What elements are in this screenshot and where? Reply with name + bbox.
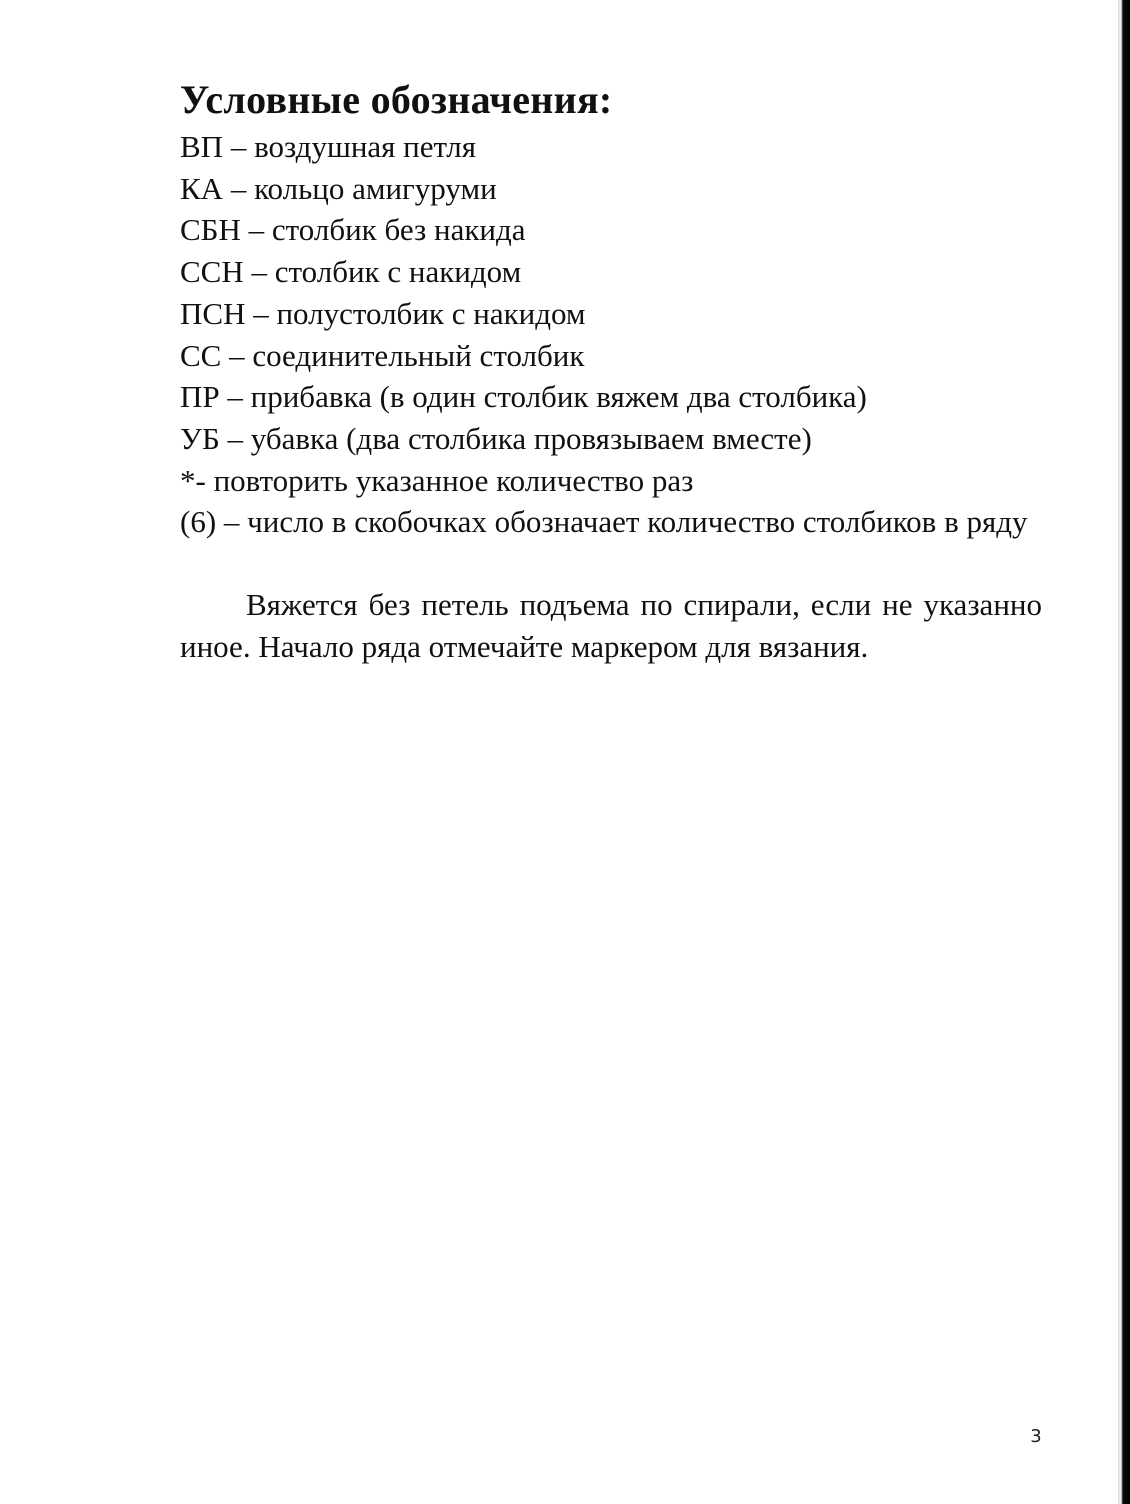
instruction-paragraph: Вяжется без петель подъема по спирали, если не указанно иное. Начало ряда отмечайте маркером для вязания. <box>180 587 1042 664</box>
legend-item-ss: СС – соединительный столбик <box>180 337 585 373</box>
legend-item-psn: ПСН – полустолбик с накидом <box>180 295 586 331</box>
legend-item-pr: ПР – прибавка (в один столбик вяжем два столбика) <box>180 379 867 415</box>
legend-item-ub: УБ – убавка (два столбика провязываем вместе) <box>180 420 812 456</box>
legend-item-repeat: *- повторить указанное количество раз <box>180 462 694 498</box>
page-number: 3 <box>1030 1426 1042 1447</box>
page-edge-shadow <box>1118 0 1130 1504</box>
legend-item-vp: ВП – воздушная петля <box>180 129 477 164</box>
legend-item-ka: КА – кольцо амигуруми <box>180 170 497 206</box>
legend-item-count: (6) – число в скобочках обозначает количество столбиков в ряду <box>180 504 1028 540</box>
page-title: Условные обозначения: <box>180 77 613 122</box>
legend-list <box>180 126 1042 543</box>
legend-item-sbn: СБН – столбик без накида <box>180 212 526 248</box>
page-content <box>180 76 1042 667</box>
legend-item-ssn: ССН – столбик с накидом <box>180 254 522 290</box>
